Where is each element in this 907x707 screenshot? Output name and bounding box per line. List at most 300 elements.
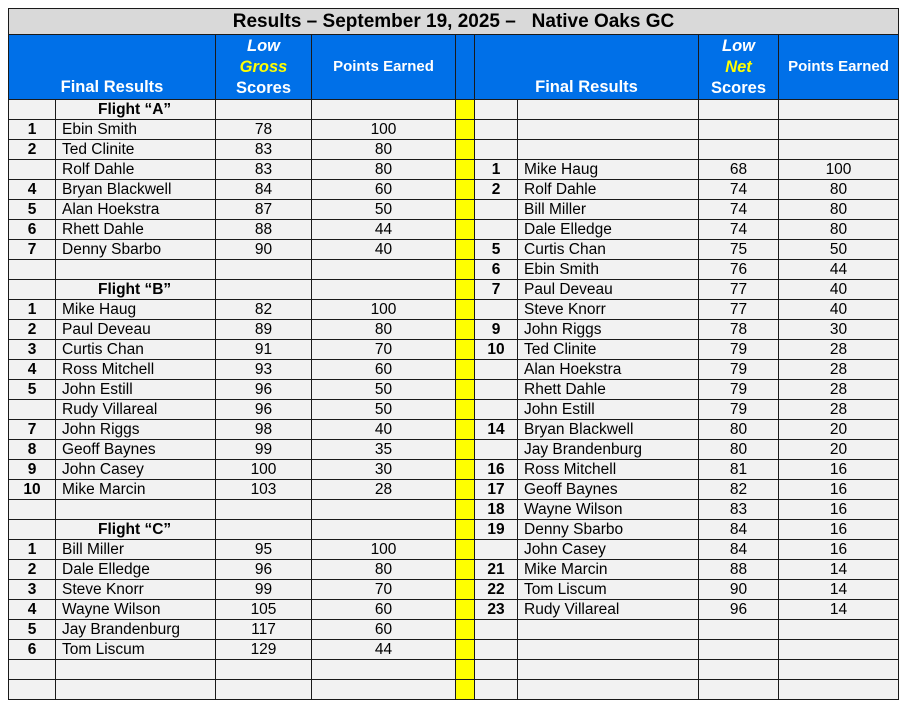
net-points-cell: 14 [779,560,899,580]
table-row [9,220,899,240]
net-points-cell: 28 [779,360,899,380]
table-row [9,120,899,140]
net-score-cell [699,100,779,120]
low-net-scores-header [699,35,779,100]
gross-score-cell [216,280,312,300]
table-row [9,680,899,700]
flight-heading: Flight “B” [56,280,216,300]
net-score-cell [699,660,779,680]
gross-player-name: Tom Liscum [56,640,216,660]
yellow-divider [456,400,475,420]
net-player-name: John Riggs [518,320,699,340]
gross-rank-cell: 3 [9,340,56,360]
table-row [9,140,899,160]
flight-heading: Flight “C” [56,520,216,540]
gross-score-cell: 93 [216,360,312,380]
gross-score-cell: 98 [216,420,312,440]
net-score-cell: 74 [699,220,779,240]
net-points-cell: 44 [779,260,899,280]
yellow-divider [456,380,475,400]
net-rank-cell: 9 [475,320,518,340]
gross-rank-cell: 5 [9,200,56,220]
net-score-cell: 76 [699,260,779,280]
gross-score-cell: 105 [216,600,312,620]
yellow-divider [456,360,475,380]
net-score-cell: 80 [699,440,779,460]
gross-rank-cell: 2 [9,320,56,340]
net-player-name: Ted Clinite [518,340,699,360]
gross-score-cell: 99 [216,440,312,460]
yellow-divider [456,440,475,460]
gross-points-cell [312,660,456,680]
table-row [9,240,899,260]
yellow-divider [456,100,475,120]
net-points-cell: 14 [779,580,899,600]
gross-score-cell: 103 [216,480,312,500]
gross-rank-cell: 3 [9,580,56,600]
gross-score-cell [216,660,312,680]
gross-rank-cell [9,400,56,420]
net-points-cell [779,140,899,160]
gross-player-name: Denny Sbarbo [56,240,216,260]
gross-player-name: Rudy Villareal [56,400,216,420]
net-points-cell: 28 [779,340,899,360]
gross-rank-cell [9,100,56,120]
net-player-name [518,100,699,120]
net-score-cell [699,680,779,700]
net-points-cell: 80 [779,180,899,200]
table-row [9,300,899,320]
net-score-cell: 96 [699,600,779,620]
net-score-cell: 84 [699,520,779,540]
net-points-cell: 40 [779,300,899,320]
net-score-cell: 75 [699,240,779,260]
net-player-name: Paul Deveau [518,280,699,300]
net-player-name: Dale Elledge [518,220,699,240]
yellow-divider [456,600,475,620]
gross-score-cell: 96 [216,560,312,580]
yellow-divider [456,160,475,180]
net-rank-cell [475,300,518,320]
net-player-name: John Casey [518,540,699,560]
table-row [9,280,899,300]
low-net-label-1: Low [722,37,755,55]
net-rank-cell: 22 [475,580,518,600]
gross-points-cell: 35 [312,440,456,460]
net-rank-cell [475,680,518,700]
table-row [9,200,899,220]
net-rank-cell: 16 [475,460,518,480]
net-rank-cell [475,440,518,460]
low-gross-label-1: Low [247,37,280,55]
gross-points-cell [312,520,456,540]
gross-player-name: Ted Clinite [56,140,216,160]
gross-points-cell [312,260,456,280]
net-player-name [518,140,699,160]
title-row [9,9,899,35]
gross-rank-cell: 6 [9,220,56,240]
yellow-divider [456,660,475,680]
table-row [9,480,899,500]
net-score-cell: 79 [699,380,779,400]
net-score-cell: 80 [699,420,779,440]
yellow-divider [456,480,475,500]
net-score-cell: 88 [699,560,779,580]
gross-score-cell: 95 [216,540,312,560]
yellow-divider [456,280,475,300]
left-final-results-header: Final Results [9,35,216,100]
net-score-cell: 74 [699,200,779,220]
net-rank-cell: 23 [475,600,518,620]
table-row [9,640,899,660]
gross-score-cell [216,260,312,280]
gross-player-name [56,660,216,680]
net-player-name: Alan Hoekstra [518,360,699,380]
low-net-label-2: Net [725,58,752,76]
net-score-cell: 90 [699,580,779,600]
table-row [9,540,899,560]
flight-heading: Flight “A” [56,100,216,120]
gross-points-cell: 70 [312,340,456,360]
gross-score-cell: 89 [216,320,312,340]
net-points-cell: 20 [779,420,899,440]
net-rank-cell [475,120,518,140]
net-score-cell: 82 [699,480,779,500]
table-row [9,100,899,120]
net-rank-cell: 6 [475,260,518,280]
gross-rank-cell: 7 [9,420,56,440]
gross-score-cell [216,100,312,120]
net-points-cell: 16 [779,460,899,480]
net-points-cell: 80 [779,200,899,220]
gross-score-cell: 129 [216,640,312,660]
gross-player-name: Paul Deveau [56,320,216,340]
net-score-cell [699,120,779,140]
net-rank-cell: 7 [475,280,518,300]
net-player-name [518,120,699,140]
net-rank-cell [475,360,518,380]
yellow-divider [456,640,475,660]
table-row [9,440,899,460]
net-points-cell [779,620,899,640]
net-player-name: Curtis Chan [518,240,699,260]
gross-rank-cell: 10 [9,480,56,500]
gross-rank-cell: 8 [9,440,56,460]
title-course: Native Oaks GC [531,10,675,32]
yellow-divider [456,340,475,360]
gross-score-cell: 83 [216,140,312,160]
gross-score-cell [216,520,312,540]
gross-points-cell: 100 [312,120,456,140]
gross-points-cell: 100 [312,300,456,320]
gross-points-cell: 70 [312,580,456,600]
gross-points-cell: 30 [312,460,456,480]
gross-rank-cell: 1 [9,540,56,560]
net-player-name: Rolf Dahle [518,180,699,200]
gross-rank-cell: 4 [9,180,56,200]
net-score-cell: 77 [699,300,779,320]
net-points-cell [779,120,899,140]
net-points-cell: 28 [779,380,899,400]
gross-rank-cell: 5 [9,620,56,640]
gross-player-name: Bryan Blackwell [56,180,216,200]
net-rank-cell [475,540,518,560]
table-row [9,580,899,600]
net-score-cell: 68 [699,160,779,180]
gross-rank-cell [9,520,56,540]
net-score-cell [699,140,779,160]
gross-rank-cell: 5 [9,380,56,400]
net-rank-cell: 5 [475,240,518,260]
gross-rank-cell: 2 [9,140,56,160]
gross-rank-cell: 1 [9,300,56,320]
net-score-cell: 81 [699,460,779,480]
gross-player-name: Dale Elledge [56,560,216,580]
net-rank-cell [475,620,518,640]
yellow-divider [456,220,475,240]
table-row [9,340,899,360]
yellow-divider [456,460,475,480]
net-player-name: Ross Mitchell [518,460,699,480]
yellow-divider [456,120,475,140]
net-score-cell: 78 [699,320,779,340]
table-row [9,180,899,200]
gross-points-cell [312,280,456,300]
net-rank-cell: 19 [475,520,518,540]
gross-score-cell: 84 [216,180,312,200]
gross-player-name: Curtis Chan [56,340,216,360]
gross-rank-cell [9,660,56,680]
net-score-cell: 83 [699,500,779,520]
low-net-label-3: Scores [710,79,767,97]
net-score-cell: 79 [699,340,779,360]
gross-score-cell [216,680,312,700]
gross-points-cell: 100 [312,540,456,560]
right-final-results-header: Final Results [475,35,699,100]
gross-points-cell: 80 [312,160,456,180]
gross-score-cell: 82 [216,300,312,320]
yellow-divider [456,560,475,580]
gross-player-name: Bill Miller [56,540,216,560]
yellow-divider [456,320,475,340]
gross-rank-cell: 4 [9,600,56,620]
gross-rank-cell [9,500,56,520]
yellow-divider [456,35,475,100]
yellow-divider [456,260,475,280]
table-row [9,360,899,380]
net-player-name: Rhett Dahle [518,380,699,400]
gross-rank-cell [9,280,56,300]
gross-points-cell: 50 [312,200,456,220]
table-row [9,620,899,640]
net-score-cell [699,640,779,660]
gross-score-cell: 117 [216,620,312,640]
right-points-earned-header: Points Earned [779,35,899,100]
net-points-cell: 16 [779,540,899,560]
table-row [9,320,899,340]
yellow-divider [456,140,475,160]
gross-player-name: Wayne Wilson [56,600,216,620]
net-rank-cell [475,140,518,160]
yellow-divider [456,420,475,440]
gross-rank-cell [9,160,56,180]
gross-score-cell: 90 [216,240,312,260]
net-points-cell: 14 [779,600,899,620]
net-points-cell [779,100,899,120]
net-points-cell: 16 [779,500,899,520]
gross-score-cell: 91 [216,340,312,360]
net-score-cell [699,620,779,640]
yellow-divider [456,520,475,540]
yellow-divider [456,580,475,600]
net-player-name: Tom Liscum [518,580,699,600]
gross-rank-cell: 2 [9,560,56,580]
net-rank-cell: 21 [475,560,518,580]
gross-score-cell: 100 [216,460,312,480]
header-row [9,35,899,100]
gross-points-cell: 40 [312,240,456,260]
net-points-cell: 80 [779,220,899,240]
gross-points-cell: 60 [312,360,456,380]
net-rank-cell: 10 [475,340,518,360]
table-row [9,560,899,580]
gross-points-cell: 50 [312,380,456,400]
net-points-cell: 40 [779,280,899,300]
net-player-name: Jay Brandenburg [518,440,699,460]
results-table [8,8,899,700]
net-rank-cell [475,380,518,400]
net-player-name [518,620,699,640]
net-player-name [518,640,699,660]
net-player-name: Mike Haug [518,160,699,180]
net-rank-cell: 18 [475,500,518,520]
net-player-name: Steve Knorr [518,300,699,320]
results-title [9,9,899,35]
gross-rank-cell: 4 [9,360,56,380]
net-points-cell: 28 [779,400,899,420]
yellow-divider [456,500,475,520]
net-player-name: Denny Sbarbo [518,520,699,540]
gross-player-name: Steve Knorr [56,580,216,600]
table-row [9,660,899,680]
net-player-name: Ebin Smith [518,260,699,280]
net-player-name: John Estill [518,400,699,420]
gross-player-name [56,260,216,280]
net-rank-cell [475,100,518,120]
gross-player-name: John Casey [56,460,216,480]
gross-score-cell: 99 [216,580,312,600]
net-points-cell: 100 [779,160,899,180]
gross-player-name: Rhett Dahle [56,220,216,240]
table-row [9,460,899,480]
gross-player-name: Geoff Baynes [56,440,216,460]
gross-score-cell: 88 [216,220,312,240]
table-row [9,500,899,520]
gross-points-cell: 60 [312,180,456,200]
low-gross-label-3: Scores [235,79,292,97]
net-points-cell [779,680,899,700]
gross-points-cell: 80 [312,140,456,160]
table-row [9,600,899,620]
net-player-name [518,680,699,700]
net-score-cell: 79 [699,360,779,380]
gross-score-cell [216,500,312,520]
gross-points-cell: 28 [312,480,456,500]
table-row [9,160,899,180]
gross-player-name: Ross Mitchell [56,360,216,380]
gross-points-cell: 44 [312,640,456,660]
gross-player-name: Alan Hoekstra [56,200,216,220]
table-row [9,380,899,400]
yellow-divider [456,680,475,700]
gross-points-cell: 80 [312,320,456,340]
yellow-divider [456,180,475,200]
net-points-cell: 50 [779,240,899,260]
gross-player-name: John Riggs [56,420,216,440]
table-row [9,400,899,420]
net-rank-cell [475,640,518,660]
title-date: Results – September 19, 2025 – [232,10,516,32]
yellow-divider [456,200,475,220]
gross-points-cell: 44 [312,220,456,240]
net-rank-cell [475,400,518,420]
gross-player-name: Mike Haug [56,300,216,320]
yellow-divider [456,300,475,320]
gross-points-cell: 40 [312,420,456,440]
gross-score-cell: 83 [216,160,312,180]
gross-rank-cell: 9 [9,460,56,480]
gross-player-name [56,500,216,520]
net-rank-cell: 14 [475,420,518,440]
yellow-divider [456,620,475,640]
net-player-name: Mike Marcin [518,560,699,580]
gross-score-cell: 96 [216,400,312,420]
net-points-cell: 30 [779,320,899,340]
gross-player-name: Jay Brandenburg [56,620,216,640]
table-row [9,420,899,440]
net-rank-cell [475,220,518,240]
gross-player-name: Ebin Smith [56,120,216,140]
net-rank-cell: 1 [475,160,518,180]
net-player-name: Geoff Baynes [518,480,699,500]
net-score-cell: 77 [699,280,779,300]
net-score-cell: 84 [699,540,779,560]
net-rank-cell: 17 [475,480,518,500]
gross-player-name: John Estill [56,380,216,400]
gross-score-cell: 78 [216,120,312,140]
gross-points-cell [312,680,456,700]
gross-player-name: Mike Marcin [56,480,216,500]
net-player-name: Rudy Villareal [518,600,699,620]
gross-points-cell [312,100,456,120]
gross-rank-cell [9,680,56,700]
net-points-cell: 16 [779,520,899,540]
low-gross-scores-header [216,35,312,100]
gross-points-cell: 60 [312,600,456,620]
gross-points-cell: 80 [312,560,456,580]
net-points-cell: 16 [779,480,899,500]
left-points-earned-header: Points Earned [312,35,456,100]
gross-rank-cell: 7 [9,240,56,260]
net-rank-cell [475,200,518,220]
gross-points-cell: 60 [312,620,456,640]
net-points-cell: 20 [779,440,899,460]
net-points-cell [779,640,899,660]
yellow-divider [456,540,475,560]
net-player-name: Bill Miller [518,200,699,220]
gross-rank-cell: 6 [9,640,56,660]
table-row [9,520,899,540]
